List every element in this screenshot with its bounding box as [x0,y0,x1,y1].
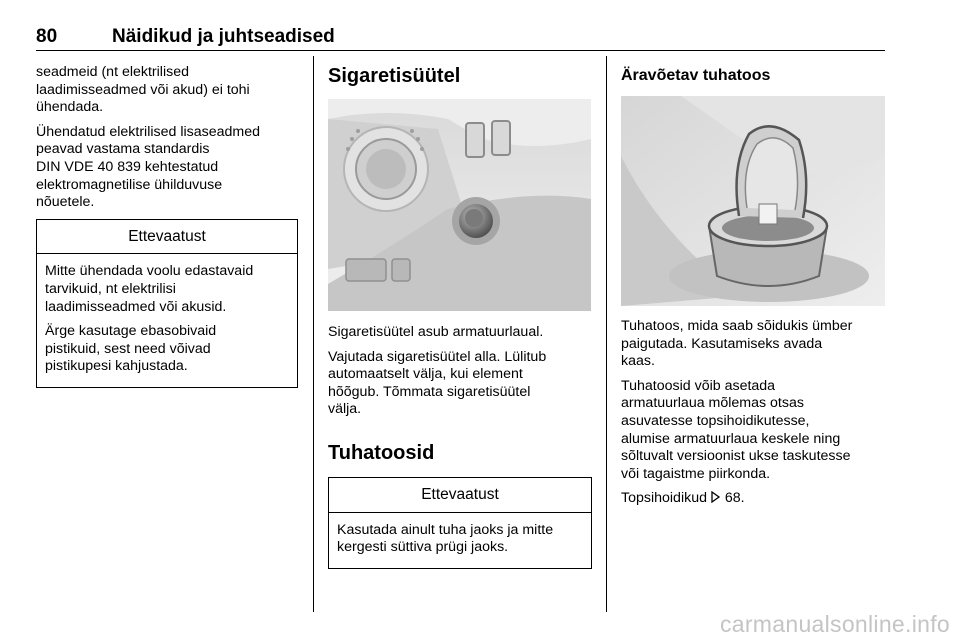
paragraph: seadmeid (nt elektrilised laadimisseadmed või akud) ei tohi ühendada. [36,64,250,116]
column-1 [36,64,298,388]
header-rule [36,50,885,51]
arrow-ref-icon [711,491,721,503]
section-heading: Äravõetav tuhatoos [621,67,771,84]
column-2 [328,64,592,569]
caution-title: Ettevaatust [37,220,297,255]
ashtray-illustration [621,96,885,306]
reference-page[interactable]: 68. [724,490,745,507]
caution-text: Ärge kasutage ebasobivaid pistikuid, sest need võivad pistikupesi kahjustada. [45,323,217,375]
reference-label: Topsihoidikud [621,490,707,507]
caution-body [37,254,297,387]
caution-box [36,219,298,388]
page-number: 80 [36,26,58,47]
cigarette-lighter-illustration [328,99,591,311]
caution-body [329,513,591,568]
paragraph: Vajutada sigaretisüütel alla. Lülitub automaatselt välja, kui element hõõgub. Tõmmata sigaretisüütel välja. [328,348,547,418]
caution-text: Kasutada ainult tuha jaoks ja mitte kergesti süttiva prügi jaoks. [337,521,554,556]
caution-box [328,477,592,569]
column-3 [621,66,887,515]
section-heading: Sigaretisüütel [328,65,461,87]
paragraph: Ühendatud elektrilised lisaseadmed peavad vastama standardis DIN VDE 40 839 kehtestatud elektromagnetilise ühilduvuse nõuetele. [36,123,260,211]
paragraph: Tuhatoosid võib asetada armatuurlaua mõlemas otsas asuvatesse topsihoidikutesse, alumise armatuurlaua keskele ning sõltuvalt versioonist ukse taskutesse või tagaistme piirkonda. [621,377,851,482]
paragraph: Sigaretisüütel asub armatuurlaual. [328,324,544,340]
watermark: carmanualsonline.info [719,611,950,637]
section-heading: Tuhatoosid [328,441,435,464]
column-divider-1 [313,56,314,612]
caution-text: Mitte ühendada voolu edastavaid tarvikuid, nt elektrilisi laadimisseadmed või akusid. [45,263,254,315]
column-divider-2 [606,56,607,612]
paragraph: Tuhatoos, mida saab sõidukis ümber paigutada. Kasutamiseks avada kaas. [621,318,853,370]
caution-title: Ettevaatust [329,478,591,513]
cross-reference [621,490,887,508]
page-title: Näidikud ja juhtseadised [112,26,335,47]
